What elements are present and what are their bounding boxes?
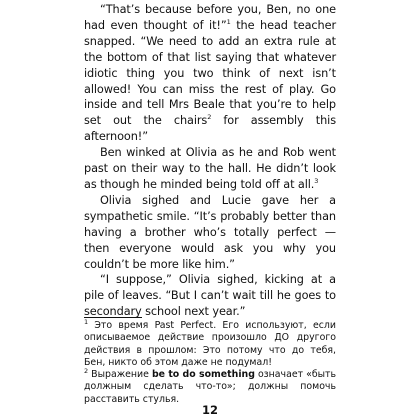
paragraph-1: [84, 2, 336, 145]
paragraph-4: “I suppose,” Olivia sighed, kicking at a pile of leaves. “But I can’t wait till he goes to secondary school next year.”: [84, 273, 336, 319]
paragraph-2-text-a: Ben winked at Olivia as he and Rob went past on their way to the hall. He didn’t look as though he minded being told off at all.: [84, 146, 336, 191]
footnote-2-text-b: означает «быть должным сделать что-то»; должны помочь расставить стулья.: [84, 369, 336, 405]
paragraph-2: [84, 145, 336, 193]
footnote-2: [84, 369, 336, 406]
footnote-2-phrase: be to do something: [151, 369, 255, 381]
paragraph-3: Olivia sighed and Lucie gave her a sympathetic smile. “It’s probably better than having a brother who’s totally perfect — then everyone would ask you why you couldn’t be more like him.”: [84, 193, 336, 271]
footnotes: [84, 317, 336, 406]
page-number: 12: [201, 403, 218, 417]
story-text: [84, 2, 336, 320]
footnote-ref-3: 3: [314, 177, 319, 186]
footnote-ref-2: 2: [207, 113, 212, 122]
footnote-1-text: Это время Past Perfect. Его используют, если описываемое действие произошло ДО другого действия в прошлом: Это потому что до тебя, Бен, никто об этом даже не подумал!: [84, 320, 336, 368]
footnote-1-marker: 1: [84, 317, 89, 326]
paragraph-1-text-c: for assembly this afternoon!”: [84, 114, 336, 144]
paragraph-1-text-b: the head teacher snapped. “We need to add an extra rule at the bottom of that list saying that whatever idiotic thing you two think of next isn’t allowed! You can miss the rest of play. Go inside and tell Mrs Beale that you’re to help set out the chairs: [84, 18, 336, 128]
footnote-1: [84, 317, 336, 369]
footnote-divider: [84, 317, 142, 318]
book-page: [84, 0, 336, 420]
footnote-2-text-a: Выражение: [88, 369, 152, 381]
footnote-ref-1: 1: [226, 18, 231, 27]
footnote-2-marker: 2: [84, 367, 89, 376]
paragraph-1-text-a: “That’s because before you, Ben, no one had even thought of it!”: [84, 3, 336, 32]
